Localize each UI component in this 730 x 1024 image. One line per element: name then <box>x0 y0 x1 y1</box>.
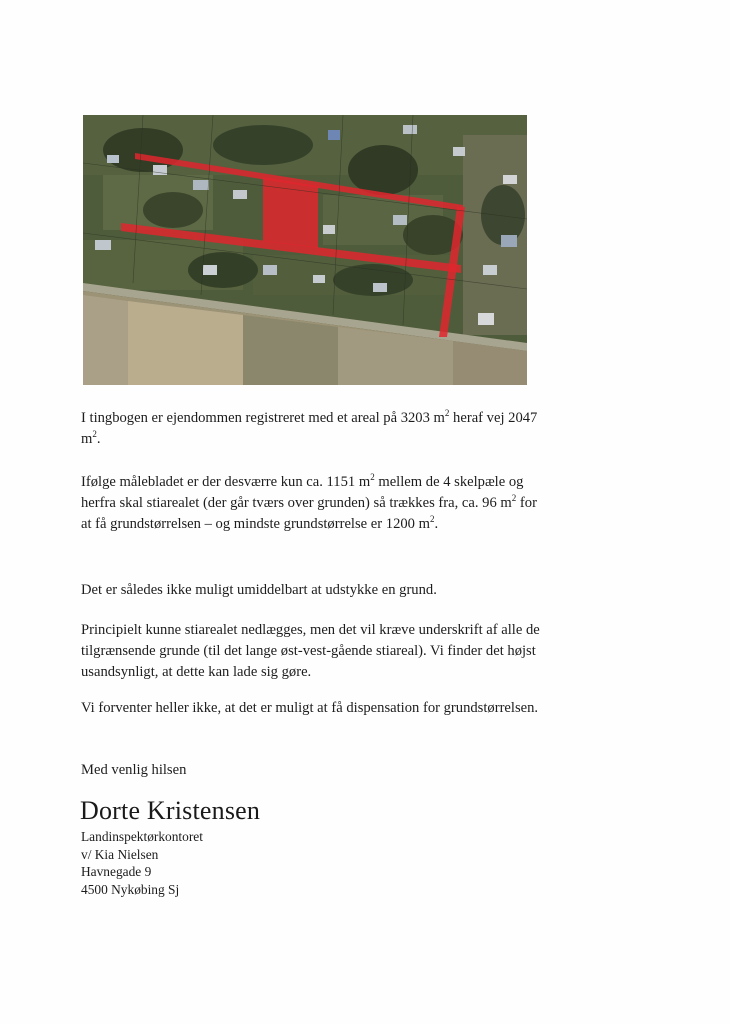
signature-name: Dorte Kristensen <box>80 796 261 825</box>
superscript: 2 <box>429 514 435 524</box>
address-line-city: 4500 Nykøbing Sj <box>81 881 180 897</box>
closing-greeting: Med venlig hilsen <box>81 762 187 778</box>
address-line-street: Havnegade 9 <box>81 864 152 879</box>
paragraph-text: mellem de 4 skelpæle og herfra skal stiarealet (der går tværs over grunden) så trækkes fra, ca. 96 m <box>81 474 524 511</box>
aerial-photo <box>83 115 527 385</box>
sender-address <box>81 828 203 898</box>
paragraph-dispensation: Vi forventer heller ikke, at det er muligt at få dispensation for grundstørrelsen. <box>81 700 539 716</box>
aerial-map <box>83 115 527 385</box>
paragraph-text: . <box>434 516 439 532</box>
paragraph-area <box>81 408 541 450</box>
paragraph-text: . <box>96 431 101 447</box>
paragraph-text: for at få grundstørrelsen – og mindste grundstørrelse er 1200 m <box>81 495 537 532</box>
paragraph-principle: Principielt kunne stiarealet nedlægges, men det vil kræve underskrift af alle de tilgrænsende grunde (til det lange øst-vest-gående stiareal). Vi finder det højst usandsynligt, at dette kan lade sig gøre. <box>81 622 540 680</box>
paragraph-text: I tingbogen er ejendommen registreret med et areal på 3203 m <box>81 410 445 426</box>
superscript: 2 <box>370 472 375 482</box>
address-line-contact: v/ Kia Nielsen <box>81 846 159 862</box>
superscript: 2 <box>92 429 97 439</box>
paragraph-conclusion: Det er således ikke muligt umiddelbart at udstykke en grund. <box>81 582 437 598</box>
paragraph-text: heraf vej 2047 m <box>81 410 538 447</box>
superscript: 2 <box>511 493 517 503</box>
superscript: 2 <box>444 408 450 418</box>
paragraph-measurement <box>81 472 541 535</box>
paragraph-text: Ifølge målebladet er der desværre kun ca. 1151 m <box>81 474 371 490</box>
address-line-office: Landinspektørkontoret <box>81 829 203 844</box>
